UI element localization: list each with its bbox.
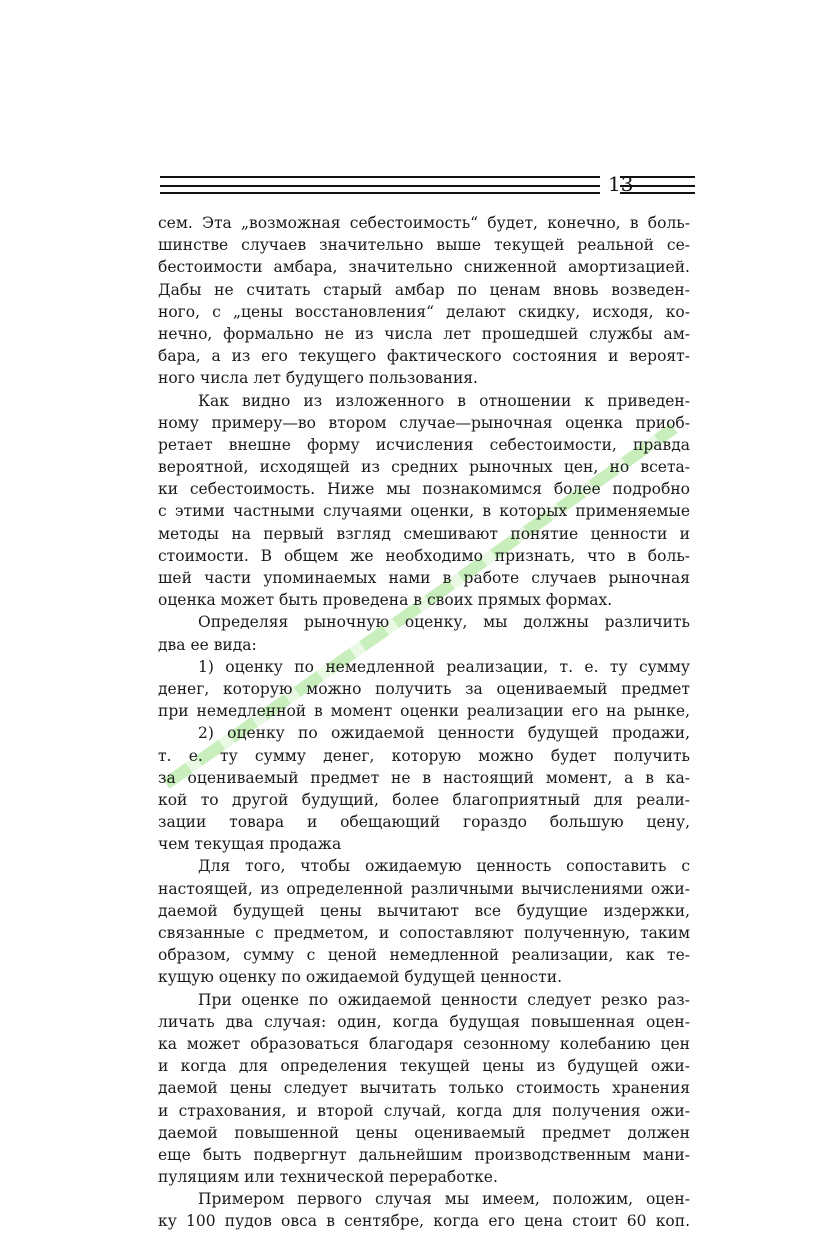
text-line: Дабы не считать старый амбар по ценам вновь возведен- [158,280,690,299]
text-line: с этими частными случаями оценки, в которых применяемые [158,502,690,521]
text-line: даемой будущей цены вычитают все будущие издержки, [158,901,690,920]
body-text [158,212,690,1233]
text-line: сем. Эта „возможная себестоимость“ будет, конечно, в боль- [158,214,690,232]
text-line: Для того, чтобы ожидаемую ценность сопоставить с [198,857,690,876]
text-line: ку 100 пудов овса в сентябре, когда его цена стоит 60 коп. [158,1212,690,1231]
text-line: и страхования, и второй случай, когда для получения ожи- [158,1101,690,1120]
text-line: настоящей, из определенной различными вычислениями ожи- [158,879,690,898]
text-line: чем текущая продажа [158,835,342,854]
text-line: при немедленной в момент оценки реализации его на рынке, [158,702,690,721]
text-line: 2) оценку по ожидаемой ценности будущей продажи, [198,724,690,743]
text-line: оценка может быть проведена в своих прямых формах. [158,591,613,610]
header-rule [160,192,600,194]
text-line: пуляциям или технической переработке. [158,1168,498,1187]
text-line: вероятной, исходящей из средних рыночных цен, но всета- [158,458,690,477]
text-line: ка может образоваться благодаря сезонному колебанию цен [158,1034,690,1053]
text-line: и когда для определения текущей цены из будущей ожи- [158,1057,690,1076]
text-line: нечно, формально не из числа лет прошедшей службы ам- [158,324,690,343]
text-line: Примером первого случая мы имеем, положим, оцен- [198,1190,690,1209]
text-line: даемой цены следует вычитать только стоимость хранения [158,1079,690,1098]
text-line: ному примеру—во втором случае—рыночная оценка приоб- [158,413,690,432]
text-line: личать два случая: один, когда будущая повышенная оцен- [158,1012,690,1031]
text-line: стоимости. В общем же необходимо признать, что в боль- [158,546,690,565]
text-line: шей части упоминаемых нами в работе случаев рыночная [158,569,690,587]
page-number: 13 [608,172,634,196]
text-line: бестоимости амбара, значительно сниженной амортизацией. [158,258,690,277]
text-line: ного числа лет будущего пользования. [158,369,478,388]
text-line: ретает внешне форму исчисления себестоимости, правда [158,435,690,454]
text-line: ки себестоимость. Ниже мы познакомимся более подробно [158,480,690,499]
text-line: за оцениваемый предмет не в настоящий момент, а в ка- [158,768,690,787]
text-line: бара, а из его текущего фактического состояния и вероят- [158,347,690,366]
text-line: денег, которую можно получить за оцениваемый предмет [158,679,690,698]
text-line: Как видно из изложенного в отношении к приведен- [198,391,690,410]
text-line: еще быть подвергнут дальнейшим производственным мани- [158,1145,690,1164]
header-rule [160,176,600,178]
text-line: 1) оценку по немедленной реализации, т. е. ту сумму [198,657,690,676]
text-line: т. е. ту сумму денег, которую можно будет получить [158,746,690,765]
text-line: образом, сумму с ценой немедленной реализации, как те- [158,946,690,965]
text-line: методы на первый взгляд смешивают понятие ценности и [158,524,690,543]
text-line: кущую оценку по ожидаемой будущей ценности. [158,968,563,987]
header-rule [160,185,600,187]
text-line: При оценке по ожидаемой ценности следует резко раз- [198,990,690,1009]
text-line: Определяя рыночную оценку, мы должны различить [198,613,690,632]
text-line: связанные с предметом, и сопоставляют полученную, таким [158,924,690,942]
text-line: даемой повышенной цены оцениваемый предмет должен [158,1123,690,1142]
text-line: кой то другой будущий, более благоприятный для реали- [158,790,690,809]
text-line: ного, с „цены восстановления“ делают скидку, исходя, ко- [158,302,690,321]
text-line: два ее вида: [158,635,257,654]
text-line: шинстве случаев значительно выше текущей реальной се- [158,236,690,255]
text-line: зации товара и обещающий гораздо большую цену, [158,813,690,832]
